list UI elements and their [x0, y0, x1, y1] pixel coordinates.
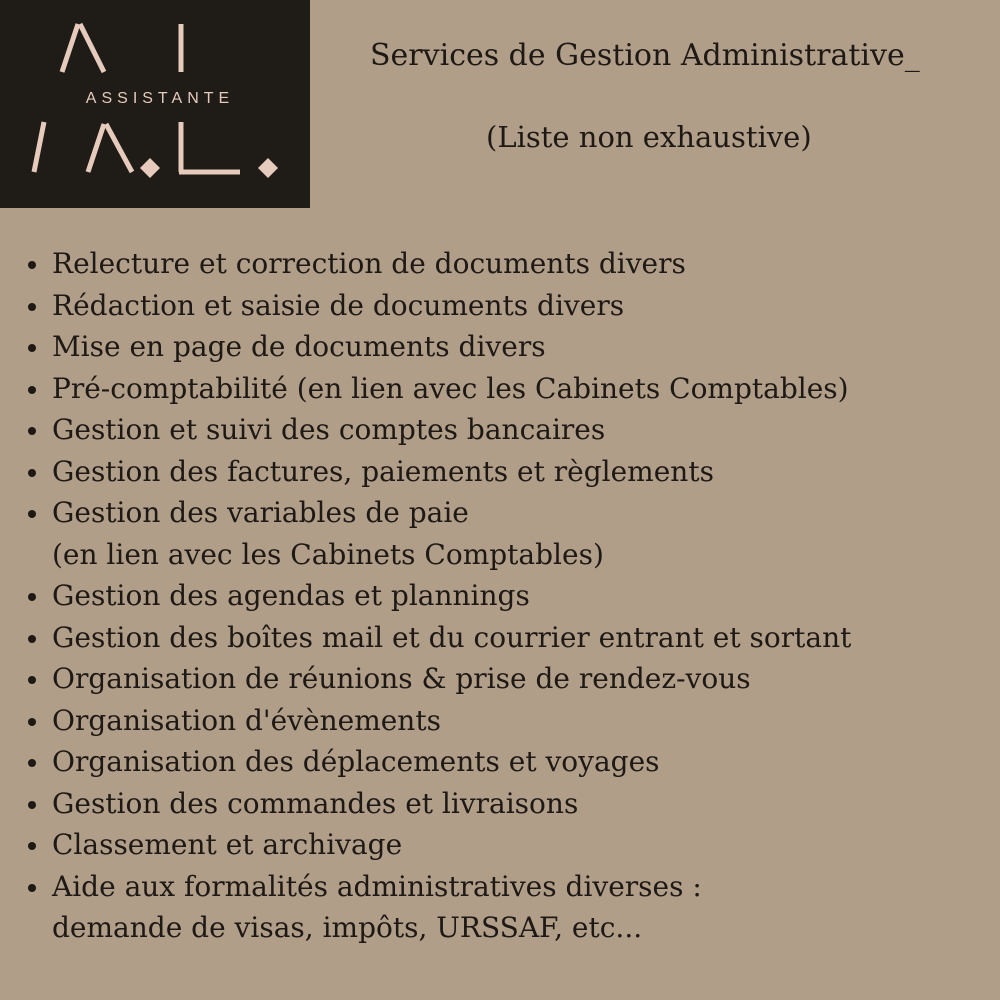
bullet-icon — [28, 718, 36, 726]
service-item — [22, 658, 851, 700]
bullet-icon — [28, 635, 36, 643]
service-text: Gestion et suivi des comptes bancaires — [52, 413, 606, 446]
service-text: Organisation de réunions & prise de rendez-vous — [52, 662, 751, 695]
service-item — [22, 575, 851, 617]
service-text: Rédaction et saisie de documents divers — [52, 288, 625, 322]
logo-subtitle: ASSISTANTE — [40, 88, 280, 110]
page-title: Services de Gestion Administrative_ — [370, 38, 920, 73]
service-text: Gestion des variables de paie — [52, 496, 469, 529]
service-text: Classement et archivage — [52, 828, 403, 861]
service-item — [22, 409, 851, 451]
service-item — [22, 492, 851, 575]
page-subtitle: (Liste non exhaustive) — [486, 120, 812, 154]
service-text: Mise en page de documents divers — [52, 330, 546, 363]
service-text: Gestion des boîtes mail et du courrier entrant et sortant — [52, 620, 852, 654]
service-item — [22, 451, 851, 493]
service-text: Aide aux formalités administratives diverses : — [52, 869, 702, 903]
service-item — [22, 326, 851, 368]
service-item — [22, 243, 851, 285]
service-item — [22, 368, 851, 410]
bullet-icon — [28, 344, 36, 352]
bullet-icon — [28, 676, 36, 684]
service-text: Organisation d'évènements — [52, 703, 441, 737]
service-item — [22, 866, 851, 949]
bullet-icon — [28, 427, 36, 435]
bullet-icon — [28, 759, 36, 767]
bullet-icon — [28, 593, 36, 601]
service-text: Gestion des agendas et plannings — [52, 579, 530, 612]
service-text: (en lien avec les Cabinets Comptables) — [52, 537, 604, 571]
service-item — [22, 285, 851, 327]
service-text: Pré-comptabilité (en lien avec les Cabinets Comptables) — [52, 371, 849, 405]
bullet-icon — [28, 510, 36, 518]
bullet-icon — [28, 469, 36, 477]
service-item — [22, 700, 851, 742]
service-text: demande de visas, impôts, URSSAF, etc... — [52, 911, 643, 944]
service-item — [22, 741, 851, 783]
bullet-icon — [28, 386, 36, 394]
service-item — [22, 617, 851, 659]
service-item — [22, 824, 851, 866]
service-text: Organisation des déplacements et voyages — [52, 745, 660, 778]
services-list — [22, 243, 851, 949]
bullet-icon — [28, 884, 36, 892]
bullet-icon — [28, 801, 36, 809]
logo — [0, 0, 310, 208]
service-text: Gestion des factures, paiements et règlements — [52, 454, 714, 488]
service-text: Relecture et correction de documents divers — [52, 247, 686, 280]
bullet-icon — [28, 261, 36, 269]
service-text: Gestion des commandes et livraisons — [52, 786, 579, 820]
bullet-icon — [28, 303, 36, 311]
bullet-icon — [28, 842, 36, 850]
service-item — [22, 783, 851, 825]
